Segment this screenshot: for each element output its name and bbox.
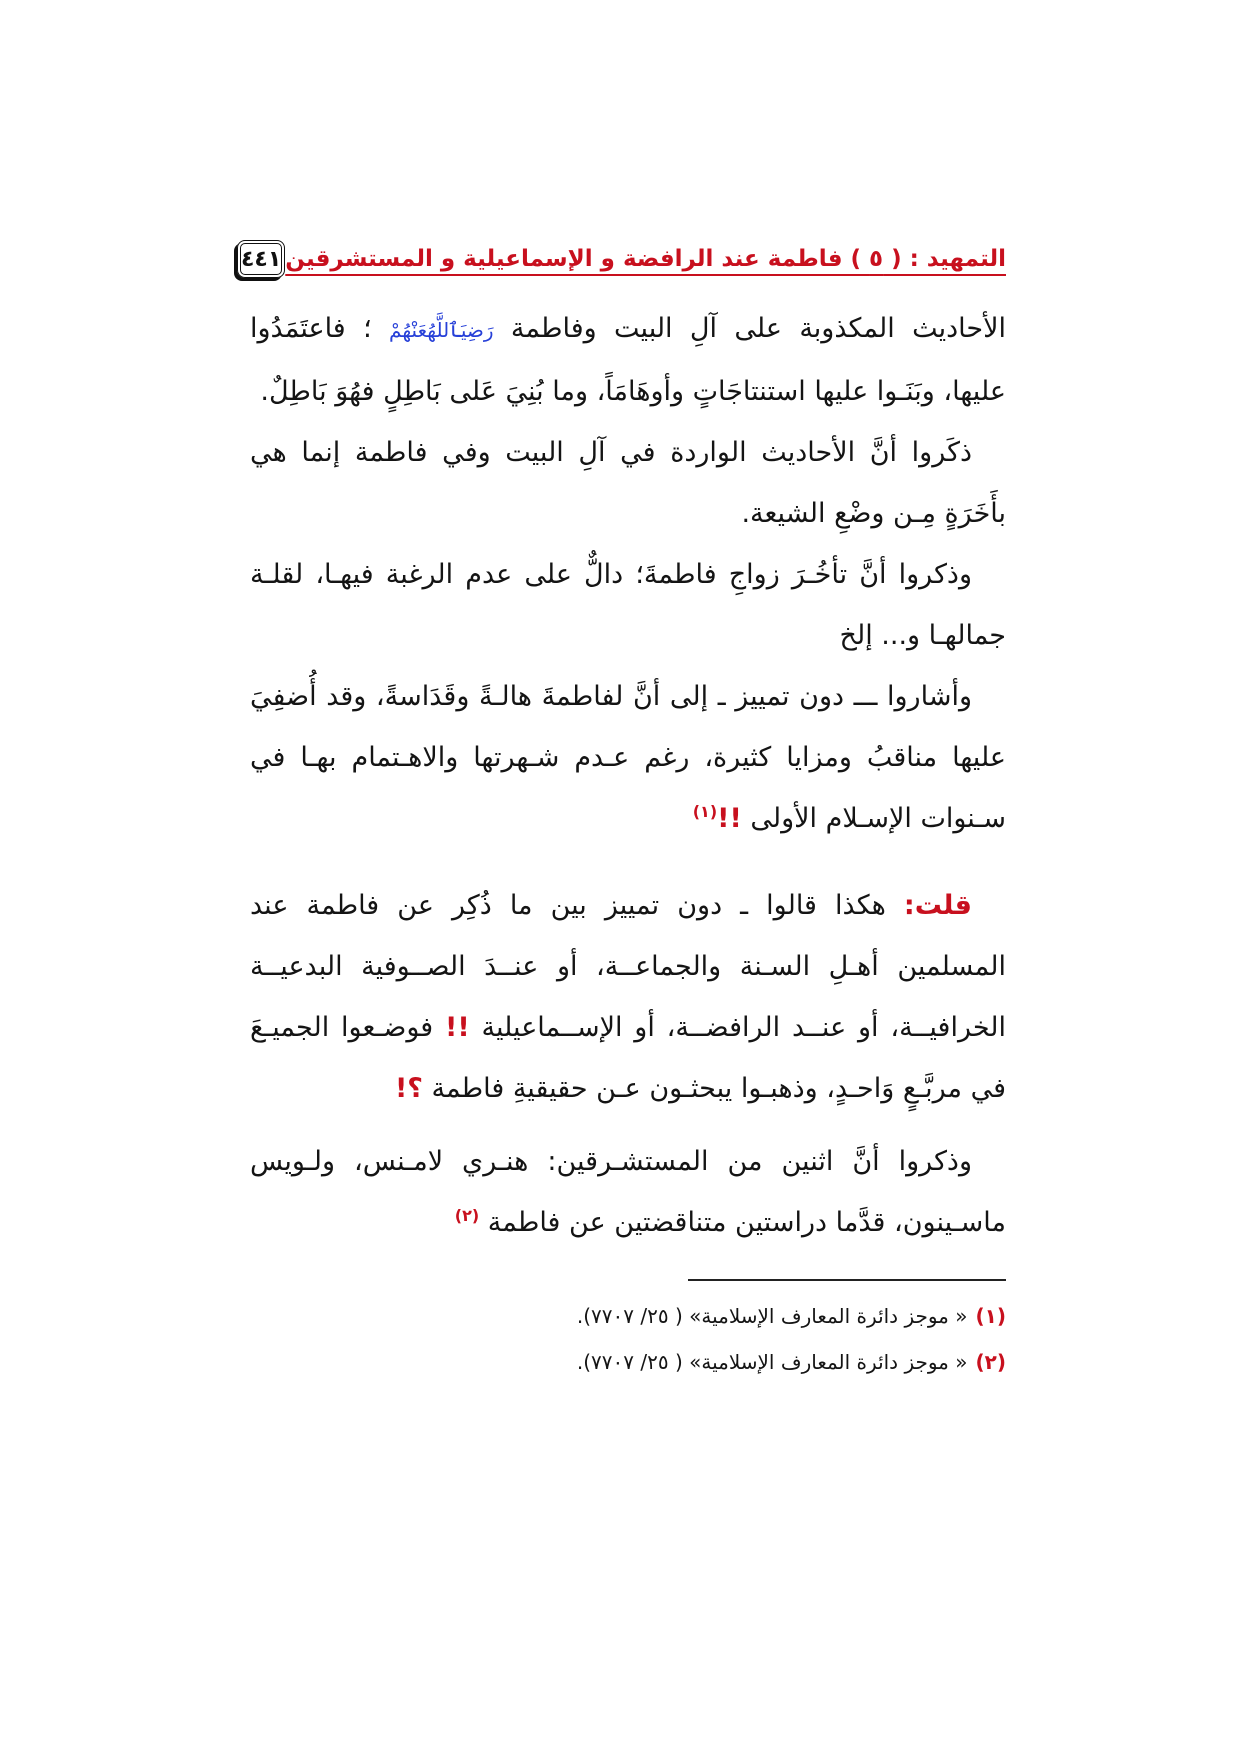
footnote-1: [250, 1293, 1006, 1339]
main-text: [250, 298, 1006, 1385]
footnotes: [250, 1279, 1006, 1385]
exclamation-mark: !!: [717, 803, 742, 834]
text-run: الأحاديث المكذوبة على آلِ البيت وفاطمة: [493, 313, 1006, 344]
paragraph-2: [250, 422, 1006, 544]
footnote-text: « موجز دائرة المعارف الإسلامية» ( ٢٥/ ٧٧٠٧).: [576, 1304, 968, 1328]
paragraph-1: [250, 298, 1006, 422]
footnote-2: [250, 1339, 1006, 1385]
paragraph-6: [250, 1131, 1006, 1253]
question-exclamation-mark: ؟!: [394, 1073, 423, 1104]
chapter-title: التمهيد : ( ٥ ) فاطمة عند الرافضة و الإسماعيلية و المستشرقين: [285, 246, 1006, 272]
footnote-reference-2: (٢): [454, 1206, 480, 1225]
author-remark-label: قلت:: [903, 890, 972, 921]
text-run: وذكروا أنَّ اثنين من المستشـرقين: هنـري لامـنس، ولـويس ماسـينون، قدَّما دراستين متناقضتين عن فاطمة: [250, 1146, 1006, 1238]
paragraph-5: [250, 875, 1006, 1119]
footnote-number: (١): [975, 1304, 1006, 1328]
text-run: وذكروا أنَّ تأخُـرَ زواجِ فاطمةَ؛ دالٌّ على عدم الرغبة فيهـا، لقلـة جمالهـا و... إلخ: [250, 559, 1006, 651]
footnote-text: « موجز دائرة المعارف الإسلامية» ( ٢٥/ ٧٧٠٧).: [576, 1350, 968, 1374]
honorific-phrase: رَضِيَٱللَّهُعَنْهُمْ: [389, 318, 494, 342]
footnote-divider: [688, 1279, 1006, 1281]
footnote-number: (٢): [975, 1350, 1006, 1374]
running-header: [240, 236, 1006, 282]
text-run: وأشاروا ـــ دون تمييز ـ إلى أنَّ لفاطمةَ هالـةً وقَدَاسةً، وقد أُضفِيَ عليها مناقبُ ومزايا كثيرة، رغم عـدم شـهرتها والاهـتمام بهـا في سـنوات الإسـلام الأولى: [250, 681, 1006, 834]
paragraph-3: [250, 544, 1006, 666]
exclamation-mark: !!: [445, 1012, 470, 1043]
text-run: ؛ فاعتَمَدُوا عليها، وبَنَـوا عليها استنتاجَاتٍ وأوهَامَاً، وما بُنِيَ عَلى بَاطِلٍ فهُوَ بَاطِلٌ.: [250, 313, 1006, 407]
text-run: ذكَروا أنَّ الأحاديث الواردة في آلِ البيت وفي فاطمة إنما هي بأَخَرَةٍ مِـن وضْعِ الشيعة.: [250, 437, 1006, 529]
text-run: هكذا قالوا ـ دون تمييز بين ما ذُكِر عن فاطمة عند المسلمين أهـلِ السـنة والجماعــة، أو عنــدَ الصــوفية البدعيــة الخرافيــة، أو عنــد الرافضــة، أو الإســماعيلية: [250, 890, 1006, 1043]
page-number-box: [237, 240, 285, 278]
footnote-reference-1: (١): [692, 802, 718, 821]
page-number: ٤٤١: [240, 246, 282, 272]
text-run: فوضـعوا الجميـعَ في مربَّـعٍ وَاحـدٍ، وذهبـوا يبحثـون عـن حقيقيةِ فاطمة: [250, 1012, 1006, 1104]
paragraph-4: [250, 666, 1006, 849]
